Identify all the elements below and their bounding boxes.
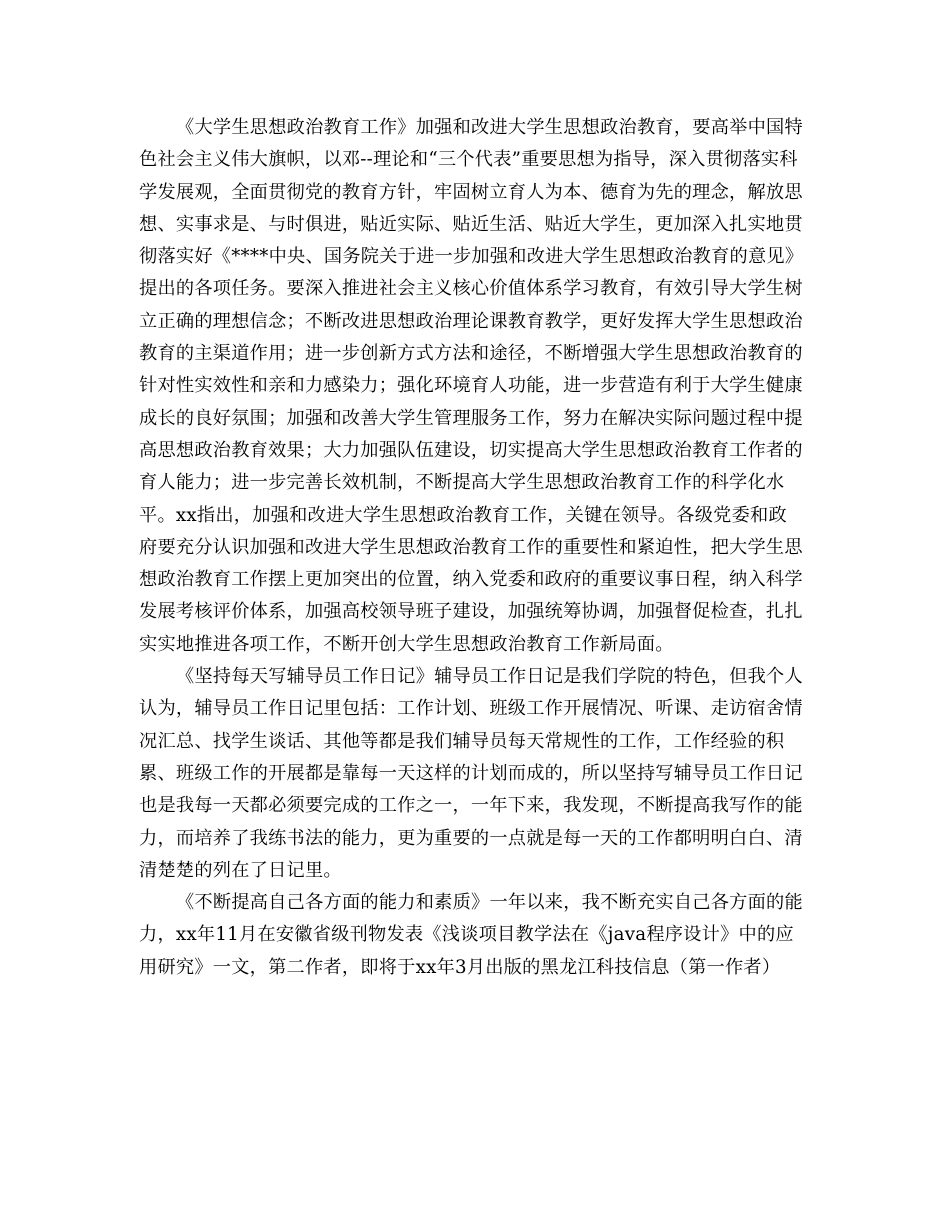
- text-line: 针对性实效性和亲和力感染力；强化环境育人功能，进一步营造有利于大学生健康: [139, 375, 803, 397]
- paragraph-1: [139, 112, 814, 661]
- text-line: 立正确的理想信念；不断改进思想政治理论课教育教学，更好发挥大学生思想政治: [139, 310, 803, 332]
- text-line: 认为，辅导员工作日记里包括：工作计划、班级工作开展情况、听课、走访宿舍情: [139, 698, 803, 720]
- text-line: 成长的良好氛围；加强和改善大学生管理服务工作，努力在解决实际问题过程中提: [139, 407, 803, 429]
- text-line: 清楚楚的列在了日记里。: [139, 859, 342, 881]
- text-line: 色社会主义伟大旗帜，以邓--理论和“三个代表”重要思想为指导，深入贯彻落实科: [139, 149, 798, 171]
- text-line: 平。xx指出，加强和改进大学生思想政治教育工作，关键在领导。各级党委和政: [139, 504, 787, 526]
- text-line: 况汇总、找学生谈话、其他等都是我们辅导员每天常规性的工作，工作经验的积: [139, 730, 785, 752]
- text-line: 《不断提高自己各方面的能力和素质》一年以来，我不断充实自己各方面的能: [176, 892, 803, 914]
- document-body: [139, 112, 814, 984]
- paragraph-3: [139, 887, 814, 984]
- text-line: 府要充分认识加强和改进大学生思想政治教育工作的重要性和紧迫性，把大学生思: [139, 536, 803, 558]
- text-line: 彻落实好《****中央、国务院关于进一步加强和改进大学生思想政治教育的意见》: [139, 246, 804, 268]
- text-line: 想政治教育工作摆上更加突出的位置，纳入党委和政府的重要议事日程，纳入科学: [139, 569, 803, 591]
- text-line: 高思想政治教育效果；大力加强队伍建设，切实提高大学生思想政治教育工作者的: [139, 439, 803, 461]
- paragraph-2: [139, 661, 814, 887]
- text-line: 提出的各项任务。要深入推进社会主义核心价值体系学习教育，有效引导大学生树: [139, 278, 803, 300]
- text-line: 教育的主渠道作用；进一步创新方式方法和途径，不断增强大学生思想政治教育的: [139, 343, 803, 365]
- text-line: 也是我每一天都必须要完成的工作之一，一年下来，我发现，不断提高我写作的能: [139, 795, 803, 817]
- text-line: 发展考核评价体系，加强高校领导班子建设，加强统筹协调，加强督促检查，扎扎: [139, 601, 803, 623]
- text-line: 《坚持每天写辅导员工作日记》辅导员工作日记是我们学院的特色，但我个人: [176, 666, 803, 688]
- text-line: 想、实事求是、与时俱进，贴近实际、贴近生活、贴近大学生，更加深入扎实地贯: [139, 213, 803, 235]
- text-line: 力，而培养了我练书法的能力，更为重要的一点就是每一天的工作都明明白白、清: [139, 827, 803, 849]
- text-line: 学发展观，全面贯彻党的教育方针，牢固树立育人为本、德育为先的理念，解放思: [139, 181, 803, 203]
- text-line: 育人能力；进一步完善长效机制，不断提高大学生思想政治教育工作的科学化水: [139, 472, 785, 494]
- text-line: 用研究》一文，第二作者，即将于xx年3月出版的黑龙江科技信息（第一作者）: [139, 956, 781, 978]
- text-line: 实实地推进各项工作，不断开创大学生思想政治教育工作新局面。: [139, 633, 674, 655]
- text-line: 《大学生思想政治教育工作》加强和改进大学生思想政治教育，要高举中国特: [176, 117, 803, 138]
- text-line: 累、班级工作的开展都是靠每一天这样的计划而成的，所以坚持写辅导员工作日记: [139, 762, 803, 784]
- text-line: 力，xx年11月在安徽省级刊物发表《浅谈项目教学法在《java程序设计》中的应: [139, 924, 794, 946]
